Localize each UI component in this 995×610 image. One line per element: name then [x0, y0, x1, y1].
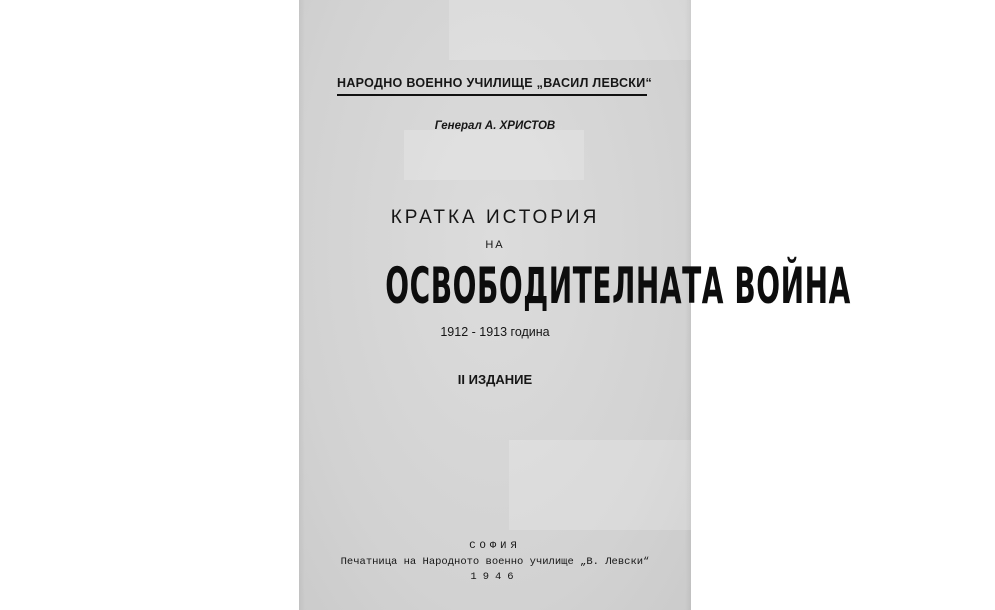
printer-name: Печатница на Народното военно училище „В. Левски“	[340, 556, 650, 568]
title-line-1: КРАТКА ИСТОРИЯ	[390, 207, 600, 228]
title-page	[299, 0, 851, 610]
paper-patch	[509, 440, 691, 530]
paper-patch	[449, 0, 691, 60]
edition-label: II ИЗДАНИЕ	[457, 372, 533, 387]
publication-year: 1946	[470, 571, 520, 583]
author-name: Генерал А. ХРИСТОВ	[434, 120, 556, 132]
publication-city: СОФИЯ	[469, 540, 521, 552]
title-line-2: НА	[485, 239, 505, 251]
main-title: ОСВОБОДИТЕЛНАТА ВОЙНА	[385, 257, 851, 315]
header-rule	[337, 94, 647, 96]
school-name: НАРОДНО ВОЕННО УЧИЛИЩЕ „ВАСИЛ ЛЕВСКИ“	[337, 76, 653, 90]
years-subtitle: 1912 - 1913 година	[440, 325, 550, 339]
paper-patch	[404, 130, 584, 180]
